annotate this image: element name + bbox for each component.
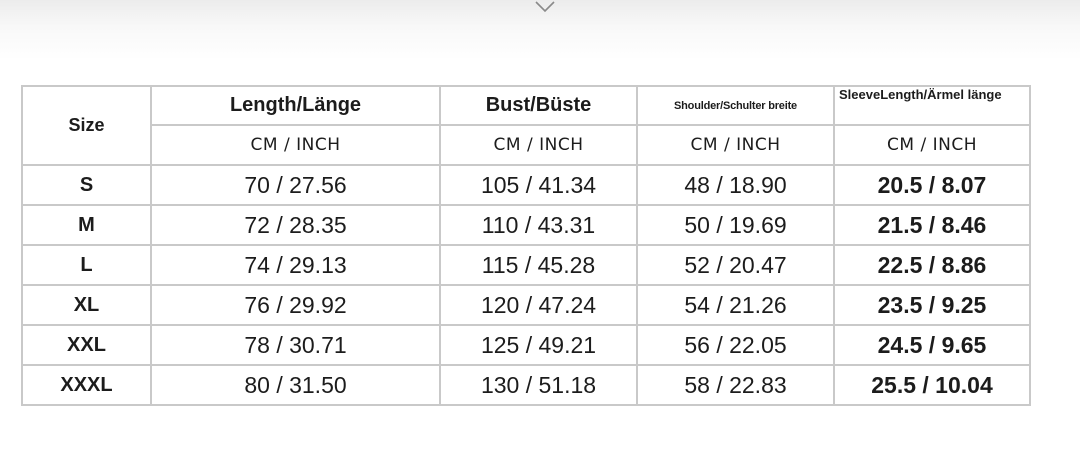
length-cell: 70 / 27.56 [151, 165, 440, 205]
shoulder-cell: 58 / 22.83 [637, 365, 834, 405]
sleeve-cell: 23.5 / 9.25 [834, 285, 1030, 325]
bust-cell: 120 / 47.24 [440, 285, 637, 325]
bust-cell: 110 / 43.31 [440, 205, 637, 245]
length-header: Length/Länge [151, 86, 440, 125]
shoulder-cell: 48 / 18.90 [637, 165, 834, 205]
length-cell: 76 / 29.92 [151, 285, 440, 325]
shoulder-cell: 54 / 21.26 [637, 285, 834, 325]
sleeve-cell: 22.5 / 8.86 [834, 245, 1030, 285]
table-row [22, 285, 1030, 325]
table-row [22, 325, 1030, 365]
sleeve-header: SleeveLength/Ärmel länge [834, 86, 1030, 125]
sleeve-unit: CM / INCH [834, 125, 1030, 165]
size-cell: L [22, 245, 151, 285]
table-row [22, 245, 1030, 285]
sleeve-cell: 25.5 / 10.04 [834, 365, 1030, 405]
table-row [22, 205, 1030, 245]
length-cell: 80 / 31.50 [151, 365, 440, 405]
bust-unit: CM / INCH [440, 125, 637, 165]
length-cell: 72 / 28.35 [151, 205, 440, 245]
length-cell: 78 / 30.71 [151, 325, 440, 365]
size-cell: S [22, 165, 151, 205]
size-cell: XL [22, 285, 151, 325]
sleeve-cell: 24.5 / 9.65 [834, 325, 1030, 365]
bust-cell: 125 / 49.21 [440, 325, 637, 365]
sleeve-cell: 21.5 / 8.46 [834, 205, 1030, 245]
shoulder-cell: 52 / 20.47 [637, 245, 834, 285]
bust-cell: 115 / 45.28 [440, 245, 637, 285]
shoulder-header: Shoulder/Schulter breite [637, 86, 834, 125]
size-cell: XXXL [22, 365, 151, 405]
shoulder-unit: CM / INCH [637, 125, 834, 165]
size-cell: XXL [22, 325, 151, 365]
unit-row [22, 125, 1030, 165]
length-unit: CM / INCH [151, 125, 440, 165]
chevron-down-icon[interactable] [534, 0, 556, 16]
size-header: Size [22, 86, 151, 165]
bust-cell: 105 / 41.34 [440, 165, 637, 205]
length-cell: 74 / 29.13 [151, 245, 440, 285]
table-row [22, 165, 1030, 205]
header-row [22, 86, 1030, 125]
shoulder-cell: 50 / 19.69 [637, 205, 834, 245]
shoulder-cell: 56 / 22.05 [637, 325, 834, 365]
bust-cell: 130 / 51.18 [440, 365, 637, 405]
bust-header: Bust/Büste [440, 86, 637, 125]
sleeve-cell: 20.5 / 8.07 [834, 165, 1030, 205]
size-cell: M [22, 205, 151, 245]
size-chart-table [21, 85, 1031, 406]
table-row [22, 365, 1030, 405]
